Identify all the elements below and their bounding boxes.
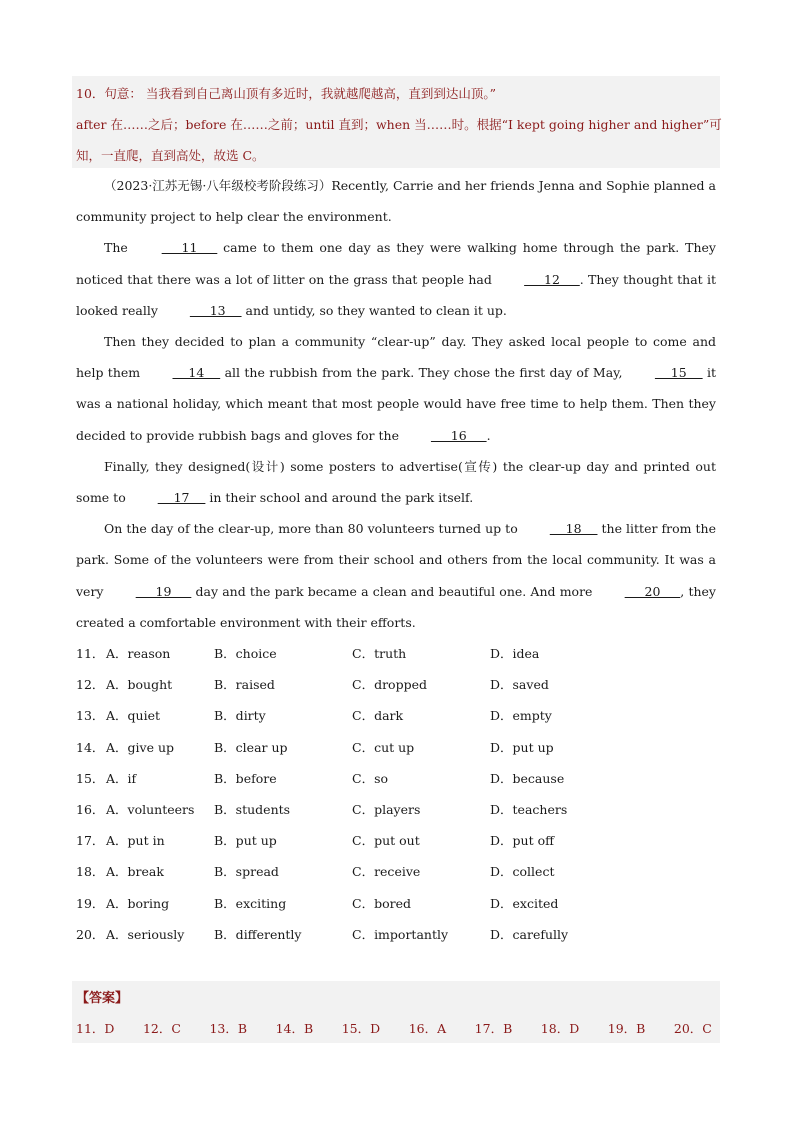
- answer-item: 13．B: [209, 1021, 248, 1036]
- option-b: B．exciting: [214, 895, 287, 911]
- question-number: 12．: [76, 677, 105, 693]
- passage-text: Finally, they designed(设计) some posters to advertise(宣传) the clear-up day and printed out some to: [76, 458, 716, 506]
- passage-text: The: [104, 240, 134, 256]
- option-a: A．volunteers: [106, 801, 195, 817]
- reading-passage: [76, 170, 716, 638]
- option-c: C．put out: [352, 833, 420, 849]
- option-a: A．if: [106, 770, 137, 786]
- option-d: D．teachers: [490, 801, 568, 817]
- option-d: D．put up: [490, 739, 554, 755]
- option-b: B．differently: [214, 926, 302, 942]
- answer-item: 12．C: [142, 1021, 181, 1036]
- passage-text: On the day of the clear-up, more than 80 volunteers turned up to: [104, 521, 522, 537]
- option-row: [76, 891, 716, 922]
- option-c: C．receive: [352, 864, 421, 880]
- option-a: A．bought: [106, 677, 173, 693]
- option-c: C．truth: [352, 646, 407, 661]
- explanation-line: after 在……之后；before 在……之前；until 直到；when 当……时。根据“I kept going higher and higher”可: [76, 117, 722, 132]
- passage-paragraph: [76, 513, 716, 638]
- explanation-line: 10．句意： 当我看到自己离山顶有多近时，我就越爬越高，直到到达山顶。”: [76, 86, 497, 101]
- option-row: [76, 735, 716, 766]
- option-a: A．quiet: [106, 708, 160, 724]
- passage-text: , they created a comfortable environment with their efforts.: [76, 583, 716, 630]
- passage-text: day and the park became a clean and beautiful one. And more: [191, 583, 597, 599]
- option-b: B．dirty: [214, 708, 266, 724]
- option-a: A．seriously: [106, 926, 185, 942]
- blank-13: 13: [189, 302, 242, 318]
- option-row: [76, 859, 716, 890]
- option-row: [76, 672, 716, 703]
- option-d: D．idea: [490, 646, 540, 661]
- option-b: B．raised: [214, 677, 275, 693]
- question-number: 15．: [76, 770, 105, 786]
- option-c: C．players: [352, 801, 421, 817]
- option-d: D．saved: [490, 677, 549, 693]
- question-number: 16．: [76, 801, 105, 817]
- passage-paragraph: [76, 451, 716, 513]
- option-b: B．clear up: [214, 739, 288, 755]
- blank-20: 20: [624, 583, 681, 599]
- answer-item: 19．B: [607, 1021, 646, 1036]
- option-a: A．give up: [106, 739, 175, 755]
- answer-box: [72, 981, 720, 1043]
- answer-item: 18．D: [540, 1021, 580, 1036]
- option-d: D．empty: [490, 708, 552, 724]
- option-d: D．carefully: [490, 926, 569, 942]
- option-c: C．dropped: [352, 677, 427, 693]
- answer-item: 20．C: [673, 1021, 712, 1036]
- answer-list: [76, 1019, 712, 1037]
- blank-12: 12: [524, 271, 580, 287]
- blank-11: 11: [161, 240, 218, 256]
- blank-18: 18: [549, 521, 598, 537]
- option-d: D．excited: [490, 895, 559, 911]
- option-row: [76, 922, 716, 953]
- explanation-line: 知，一直爬，直到高处，故选 C。: [76, 148, 265, 163]
- blank-19: 19: [135, 583, 192, 599]
- blank-17: 17: [157, 490, 206, 506]
- passage-text: the litter from the park. Some of the volunteers were from their school and others from the local community. It was a very: [76, 521, 716, 599]
- option-c: C．dark: [352, 708, 404, 724]
- option-c: C．bored: [352, 895, 411, 911]
- question-number: 11．: [76, 646, 105, 661]
- option-a: A．reason: [106, 646, 171, 661]
- passage-paragraph: [76, 232, 716, 326]
- blank-14: 14: [172, 365, 221, 381]
- question-number: 17．: [76, 833, 105, 849]
- question-number: 18．: [76, 864, 105, 880]
- passage-text: .: [486, 427, 491, 443]
- option-b: B．put up: [214, 833, 277, 849]
- answer-title: 【答案】: [76, 991, 129, 1006]
- option-row: [76, 828, 716, 859]
- option-c: C．so: [352, 770, 389, 786]
- option-b: B．before: [214, 770, 277, 786]
- explanation-box: [72, 76, 720, 168]
- answer-item: 11．D: [76, 1021, 115, 1036]
- option-c: C．importantly: [352, 926, 449, 942]
- answer-item: 17．B: [474, 1021, 513, 1036]
- blank-16: 16: [430, 427, 487, 443]
- answer-item: 14．B: [275, 1021, 314, 1036]
- passage-text: Then they decided to plan a community “clear-up” day. They asked local people to come and help them: [76, 334, 716, 381]
- passage-text: it was a national holiday, which meant that most people would have free time to help them. Then they decided to provide rubbish bags and gloves for the: [76, 365, 716, 443]
- question-number: 20．: [76, 926, 105, 942]
- passage-paragraph: [76, 326, 716, 451]
- option-b: B．choice: [214, 646, 277, 661]
- option-a: A．boring: [106, 895, 170, 911]
- option-a: A．put in: [106, 833, 165, 849]
- passage-text: all the rubbish from the park. They chose the first day of May,: [220, 365, 627, 381]
- option-d: D．put off: [490, 833, 554, 849]
- question-number: 14．: [76, 739, 105, 755]
- passage-paragraph: （2023·江苏无锡·八年级校考阶段练习）Recently, Carrie and her friends Jenna and Sophie planned a community project to help clear the environment.: [76, 178, 716, 225]
- option-a: A．break: [106, 864, 164, 880]
- answer-item: 16．A: [408, 1021, 447, 1036]
- option-row: [76, 703, 716, 734]
- option-row: [76, 797, 716, 828]
- option-c: C．cut up: [352, 739, 415, 755]
- option-row: [76, 641, 716, 672]
- question-number: 19．: [76, 895, 105, 911]
- option-d: D．because: [490, 770, 565, 786]
- passage-text: and untidy, so they wanted to clean it up.: [241, 302, 507, 318]
- answer-item: 15．D: [341, 1021, 381, 1036]
- blank-15: 15: [654, 365, 703, 381]
- passage-text: . They thought that it looked really: [76, 271, 716, 318]
- question-number: 13．: [76, 708, 105, 724]
- passage-text: in their school and around the park itself.: [205, 490, 474, 506]
- option-b: B．spread: [214, 864, 279, 880]
- passage-text: came to them one day as they were walking home through the park. They noticed that there was a lot of litter on the grass that people had: [76, 240, 716, 287]
- option-b: B．students: [214, 801, 291, 817]
- options-list: [76, 641, 716, 953]
- option-row: [76, 766, 716, 797]
- option-d: D．collect: [490, 864, 555, 880]
